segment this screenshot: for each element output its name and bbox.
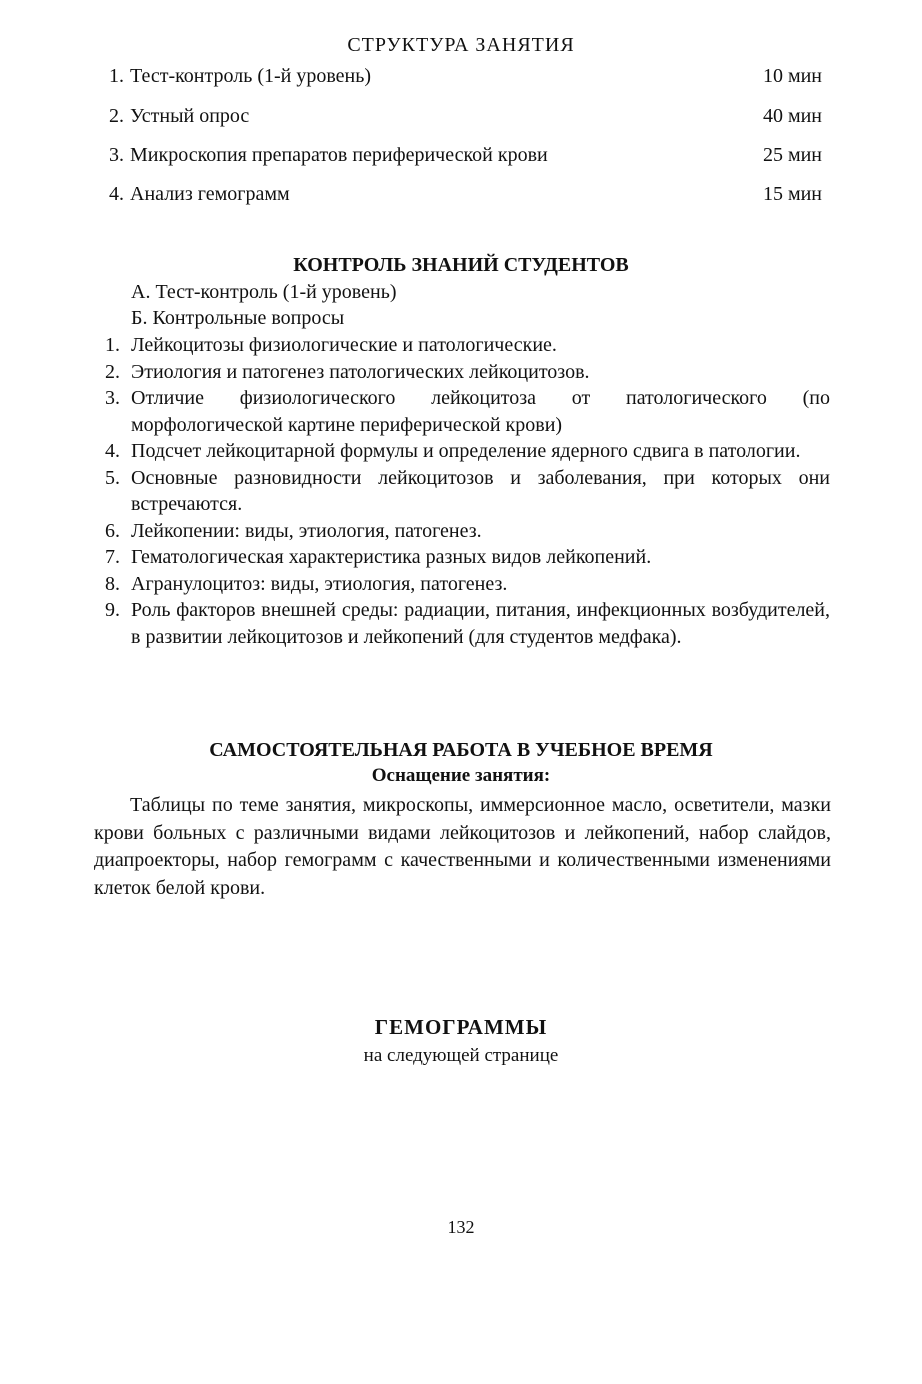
structure-item-number: 3. xyxy=(109,144,124,166)
control-question xyxy=(88,518,830,545)
structure-item-text: Микроскопия препаратов периферической крови xyxy=(130,144,548,166)
control-question-text: Агранулоцитоз: виды, этиология, патогенез. xyxy=(131,572,508,595)
structure-title: СТРУКТУРА ЗАНЯТИЯ xyxy=(347,34,575,56)
control-question-text: Гематологическая характеристика разных видов лейкопений. xyxy=(131,546,652,568)
control-question-number: 9. xyxy=(105,599,120,621)
control-question-text: Лейкоцитозы физиологические и патологические. xyxy=(131,334,557,356)
structure-item xyxy=(96,141,822,169)
structure-item-text: Тест-контроль (1-й уровень) xyxy=(130,65,372,87)
structure-item-duration: 15 мин xyxy=(762,183,822,205)
control-question-number: 5. xyxy=(105,466,120,489)
control-question-number: 4. xyxy=(105,440,120,462)
control-question-text: Роль факторов внешней среды: радиации, питания, инфекционных возбудителей, в развитии лейкоцитозов и лейкопений (для студентов медфака). xyxy=(131,599,830,648)
control-question xyxy=(88,571,830,598)
control-question-number: 2. xyxy=(105,360,120,383)
control-question-text: Подсчет лейкоцитарной формулы и определение ядерного сдвига в патологии. xyxy=(131,440,801,462)
control-question-number: 3. xyxy=(105,387,120,409)
control-question-number: 7. xyxy=(105,546,120,568)
structure-item xyxy=(96,62,822,90)
independent-work-subtitle: Оснащение занятия: xyxy=(371,765,551,786)
independent-work-text: Таблицы по теме занятия, микроскопы, иммерсионное масло, осветители, мазки крови больных с различными видами лейкоцитозов и лейкопений, набор слайдов, диапроекторы, набор гемограмм с качественными и количественными изменениями клеток белой крови. xyxy=(94,794,831,899)
structure-item-text: Анализ гемограмм xyxy=(130,183,290,205)
structure-item-number: 1. xyxy=(109,65,124,87)
hemograms-title: ГЕМОГРАММЫ xyxy=(374,1015,548,1039)
structure-item-number: 2. xyxy=(109,105,124,127)
control-question-text: Отличие физиологического лейкоцитоза от патологического (по морфологической картине периферической крови) xyxy=(131,387,830,436)
control-question xyxy=(88,359,830,386)
page-number: 132 xyxy=(447,1217,475,1237)
control-questions-list xyxy=(88,332,830,650)
control-question xyxy=(88,597,830,650)
control-question-number: 8. xyxy=(105,572,120,595)
structure-item-duration: 10 мин xyxy=(762,65,822,87)
control-sub-b: Б. Контрольные вопросы xyxy=(131,307,345,329)
control-question-text: Основные разновидности лейкоцитозов и заболевания, при которых они встречаются. xyxy=(131,466,830,515)
control-title: КОНТРОЛЬ ЗНАНИЙ СТУДЕНТОВ xyxy=(293,254,629,276)
control-question xyxy=(88,332,830,359)
control-question-number: 6. xyxy=(105,519,120,542)
control-question xyxy=(88,544,830,571)
structure-item-duration: 40 мин xyxy=(762,105,822,127)
structure-item xyxy=(96,180,822,208)
independent-work-title: САМОСТОЯТЕЛЬНАЯ РАБОТА В УЧЕБНОЕ ВРЕМЯ xyxy=(209,739,713,761)
structure-item xyxy=(96,102,822,130)
control-question-text: Лейкопении: виды, этиология, патогенез. xyxy=(131,519,482,542)
control-question xyxy=(88,465,830,518)
hemograms-note: на следующей странице xyxy=(363,1045,559,1066)
structure-item-duration: 25 мин xyxy=(762,144,822,166)
control-question xyxy=(88,385,830,438)
control-sub-a: А. Тест-контроль (1-й уровень) xyxy=(131,281,397,303)
structure-item-text: Устный опрос xyxy=(130,105,250,127)
structure-item-number: 4. xyxy=(109,183,124,205)
control-question xyxy=(88,438,830,465)
control-question-text: Этиология и патогенез патологических лейкоцитозов. xyxy=(131,360,590,383)
control-question-number: 1. xyxy=(105,334,120,356)
